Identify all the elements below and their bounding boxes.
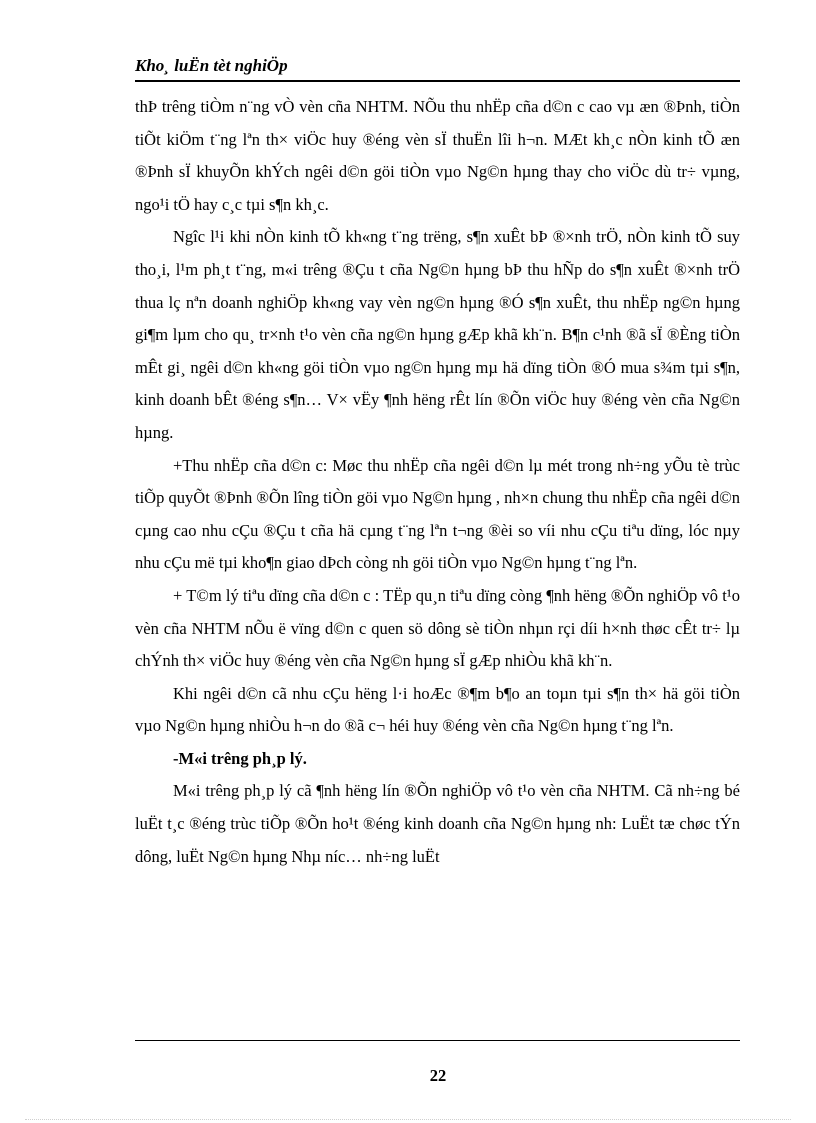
page-number: 22	[429, 1066, 447, 1085]
footer-rule	[135, 1040, 740, 1041]
paragraph-legal-environment: M«i trêng ph¸p lý cã ¶nh hëng lín ®Õn nghiÖp vô t¹o vèn cña NHTM. Cã nh÷ng bé luËt t¸c ®éng trùc tiÕp ®Õn ho¹t ®éng kinh doanh cña Ng©n hµng nh: LuËt tæ chøc tÝn dông, luËt Ng©n hµng Nhµ níc… nh÷ng luËt	[135, 781, 740, 866]
document-header: Kho¸ luËn tèt nghiÖp	[135, 56, 288, 75]
paragraph-income: +Thu nhËp cña d©n c: Møc thu nhËp cña ngêi d©n lµ mét trong nh÷ng yÕu tè trùc tiÕp quyÕt ®Þnh ®Õn lîng tiÒn göi vµo Ng©n hµng , nh×n chung thu nhËp cña ngêi d©n cµng cao nhu cÇu ®Çu t cña hä cµng t¨ng lªn t¬ng ®èi so víi nhu cÇu tiªu dïng, lóc nµy nhu cÇu më tµi kho¶n giao dÞch còng nh göi tiÒn vµo Ng©n hµng t¨ng lªn.	[135, 455, 740, 573]
page-edge	[25, 1119, 791, 1120]
section-heading-legal-environment: -M«i trêng ph¸p lý.	[173, 748, 307, 768]
paragraph-continuation: thÞ trêng tiÒm n¨ng vÒ vèn cña NHTM. NÕu thu nhËp cña d©n c cao vµ æn ®Þnh, tiÒn tiÕt kiÖm t¨ng lªn th× viÖc huy ®éng vèn sÏ thuËn lîi h¬n. MÆt kh¸c nÒn kinh tÕ æn ®Þnh sÏ khuyÕn khÝch ngêi d©n göi tiÒn vµo Ng©n hµng thay cho viÖc dù tr÷ vµng, ngo¹i tÖ hay c¸c tµi s¶n kh¸c.	[135, 97, 740, 214]
paragraph-consumption-psychology: + T©m lý tiªu dïng cña d©n c : TËp qu¸n tiªu dïng còng ¶nh hëng ®Õn nghiÖp vô t¹o vèn cña NHTM nÕu ë vïng d©n c quen sö dông sè tiÒn nhµn rçi díi h×nh thøc cÊt tr÷ lµ chÝnh th× viÖc huy ®éng vèn cña Ng©n hµng sÏ gÆp nhiÒu khã kh¨n.	[135, 585, 740, 671]
paragraph-interest-safety: Khi ngêi d©n cã nhu cÇu hëng l·i hoÆc ®¶m b¶o an toµn tµi s¶n th× hä göi tiÒn vµo Ng©n hµng nhiÒu h¬n do ®ã c¬ héi huy ®éng vèn cña Ng©n hµng t¨ng lªn.	[135, 683, 740, 736]
page-body	[135, 91, 740, 873]
paragraph-economic-downturn: Ngîc l¹i khi nÒn kinh tÕ kh«ng t¨ng trëng, s¶n xuÊt bÞ ®×nh trÖ, nÒn kinh tÕ suy tho¸i, l¹m ph¸t t¨ng, m«i trêng ®Çu t cña Ng©n hµng bÞ thu hÑp do s¶n xuÊt ®×nh trÖ thua lç nªn doanh nghiÖp kh«ng vay vèn ng©n hµng ®Ó s¶n xuÊt, thu nhËp ng©n hµng gi¶m lµm cho qu¸ tr×nh t¹o vèn cña ng©n hµng gÆp khã kh¨n. B¶n c¹nh ®ã sÏ ®Èng tiÒn mÊt gi¸ ngêi d©n kh«ng göi tiÒn vµo ng©n hµng mµ hä dïng tiÒn ®Ó mua s¾m tµi s¶n, kinh doanh bÊt ®éng s¶n… V× vËy ¶nh hëng rÊt lín ®Õn viÖc huy ®éng vèn cña Ng©n hµng.	[135, 227, 740, 442]
header-rule	[135, 80, 740, 82]
